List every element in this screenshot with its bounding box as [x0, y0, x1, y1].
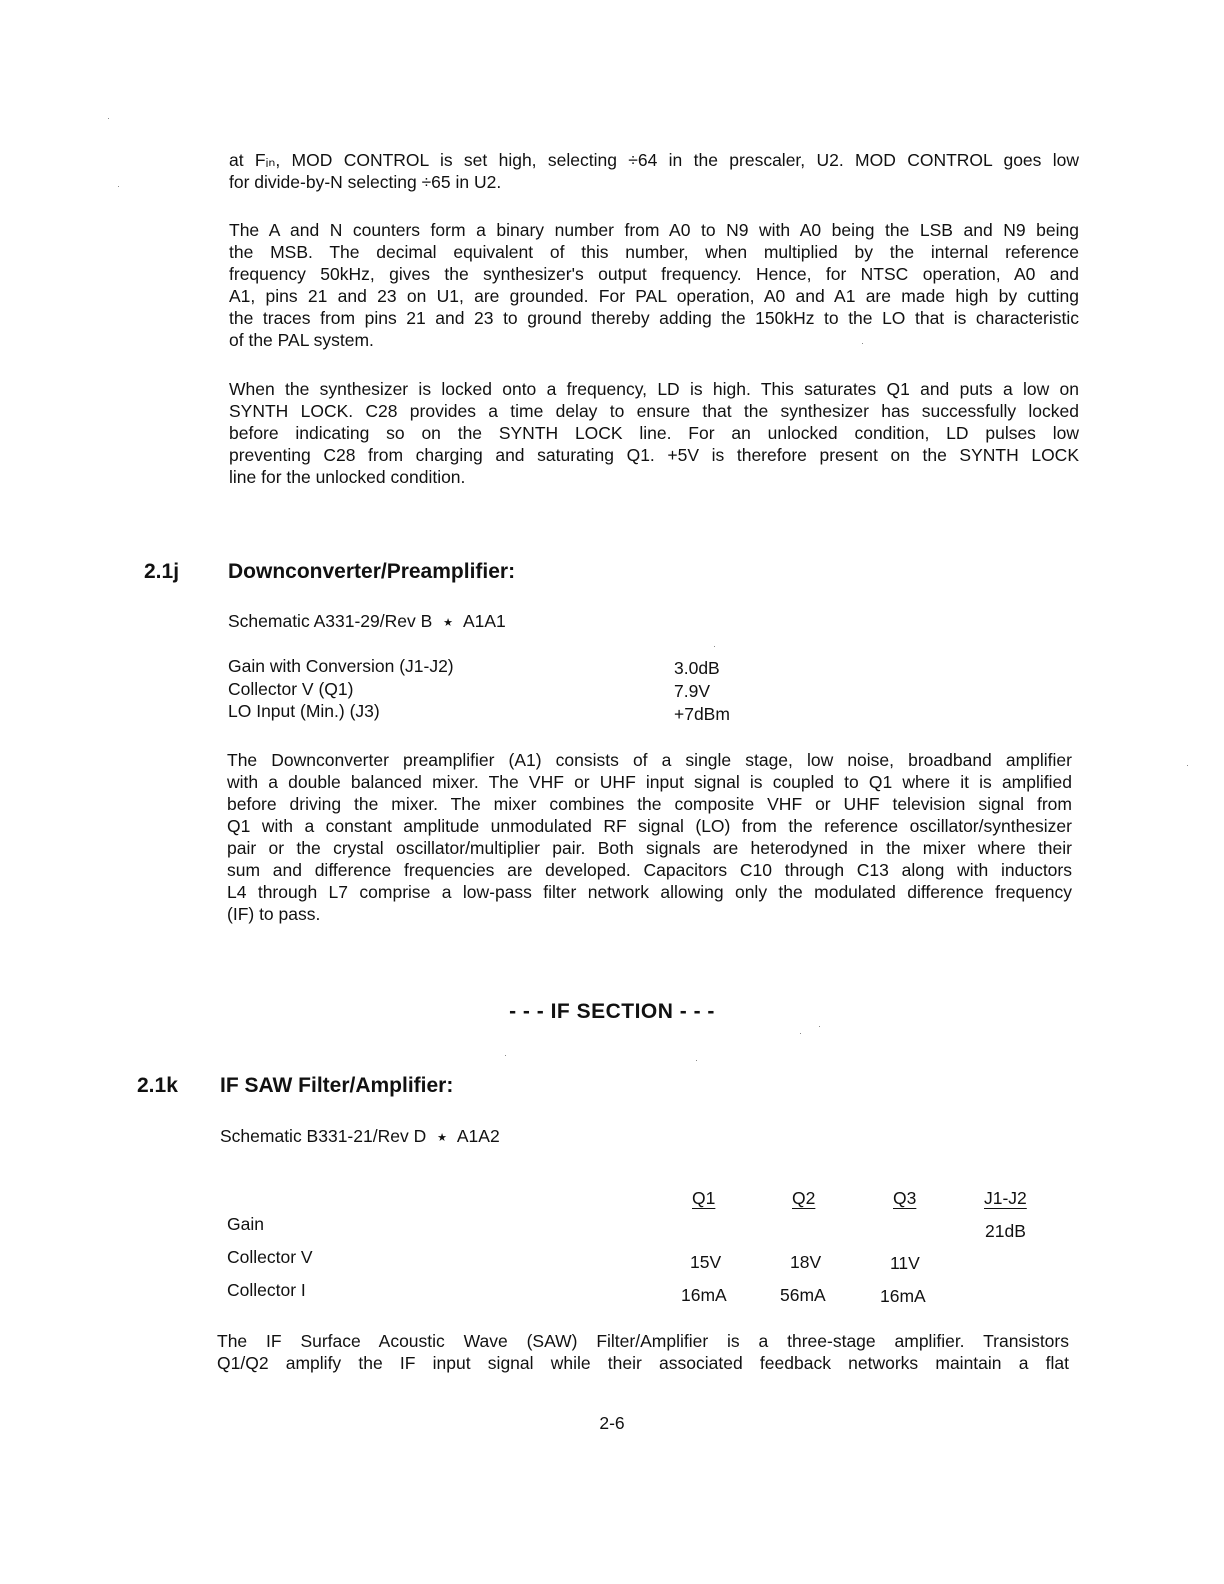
- spec-label: Collector V (Q1): [228, 679, 354, 699]
- row-label: Collector V: [227, 1247, 313, 1267]
- scan-speck: [696, 1060, 697, 1061]
- intro-paragraph-2: [229, 219, 1079, 351]
- text-line: L4 through L7 comprise a low-pass filter network allowing only the modulated difference frequency: [227, 882, 1072, 902]
- section-number: 2.1j: [144, 560, 180, 583]
- text-line: with a double balanced mixer. The VHF or UHF input signal is coupled to Q1 where it is amplified: [227, 772, 1072, 792]
- intro-paragraph-3: [229, 378, 1079, 488]
- table-cell: 15V: [690, 1252, 722, 1272]
- text-line: pair or the crystal oscillator/multiplier pair. Both signals are heterodyned in the mixer where their: [227, 838, 1072, 858]
- schematic-assembly: A1A2: [456, 1126, 500, 1146]
- table-cell: 56mA: [780, 1285, 826, 1305]
- scan-speck: [108, 118, 109, 119]
- text-line: the traces from pins 21 and 23 to ground thereby adding the 150kHz to the LO that is characteristic: [229, 308, 1079, 328]
- column-header: Q2: [792, 1188, 816, 1208]
- intro-paragraph-1: [229, 149, 1079, 193]
- table-cell: 18V: [790, 1252, 822, 1272]
- scan-speck: [862, 343, 863, 344]
- spec-label: LO Input (Min.) (J3): [228, 701, 380, 721]
- column-header: J1-J2: [984, 1188, 1027, 1208]
- text-line: before indicating so on the SYNTH LOCK line. For an unlocked condition, LD pulses low: [229, 423, 1079, 443]
- schematic-assembly: A1A1: [462, 611, 506, 631]
- if-section-heading: - - - IF SECTION - - -: [509, 1000, 715, 1023]
- schematic-label: Schematic B331-21/Rev D: [220, 1126, 427, 1146]
- text-line: The A and N counters form a binary number from A0 to N9 with A0 being the LSB and N9 being: [229, 220, 1079, 240]
- scan-speck: [1187, 765, 1188, 766]
- star-icon: ★: [437, 1132, 447, 1144]
- section-number: 2.1k: [137, 1074, 178, 1097]
- text-line: before driving the mixer. The mixer combines the composite VHF or UHF television signal from: [227, 794, 1072, 814]
- row-label: Gain: [227, 1214, 264, 1234]
- section-title: IF SAW Filter/Amplifier:: [220, 1074, 454, 1097]
- section-k-body: [217, 1330, 1069, 1374]
- scan-speck: [819, 1026, 820, 1027]
- text-line: at Fᵢₙ, MOD CONTROL is set high, selecting ÷64 in the prescaler, U2. MOD CONTROL goes low: [229, 150, 1079, 170]
- text-line: The IF Surface Acoustic Wave (SAW) Filter/Amplifier is a three-stage amplifier. Transistors: [217, 1331, 1069, 1351]
- text-line: for divide-by-N selecting ÷65 in U2.: [229, 172, 502, 192]
- text-line: frequency 50kHz, gives the synthesizer's output frequency. Hence, for NTSC operation, A0 and: [229, 264, 1079, 284]
- table-cell: 16mA: [681, 1285, 727, 1305]
- text-line: When the synthesizer is locked onto a frequency, LD is high. This saturates Q1 and puts a low on: [229, 379, 1079, 399]
- spec-value: 3.0dB: [674, 658, 720, 678]
- text-line: sum and difference frequencies are developed. Capacitors C10 through C13 along with inductors: [227, 860, 1072, 880]
- text-line: A1, pins 21 and 23 on U1, are grounded. For PAL operation, A0 and A1 are made high by cutting: [229, 286, 1079, 306]
- table-cell: 11V: [890, 1253, 920, 1273]
- spec-value: 7.9V: [674, 681, 710, 701]
- scan-speck: [800, 1033, 801, 1034]
- scan-speck: [714, 646, 715, 647]
- text-line: Q1/Q2 amplify the IF input signal while their associated feedback networks maintain a flat: [217, 1353, 1069, 1373]
- column-header: Q3: [893, 1188, 917, 1208]
- schematic-label: Schematic A331-29/Rev B: [228, 611, 433, 631]
- text-line: preventing C28 from charging and saturating Q1. +5V is therefore present on the SYNTH LOCK: [229, 445, 1079, 465]
- text-line: The Downconverter preamplifier (A1) consists of a single stage, low noise, broadband amplifier: [227, 750, 1072, 770]
- row-label: Collector I: [227, 1280, 306, 1300]
- page-number: 2-6: [599, 1413, 625, 1433]
- spec-label: Gain with Conversion (J1-J2): [228, 656, 454, 676]
- text-line: Q1 with a constant amplitude unmodulated RF signal (LO) from the reference oscillator/synthesizer: [227, 816, 1072, 836]
- spec-value: +7dBm: [674, 704, 730, 724]
- scan-speck: [505, 1055, 506, 1056]
- table-cell: 16mA: [880, 1286, 926, 1306]
- text-line: line for the unlocked condition.: [229, 467, 466, 487]
- star-icon: ★: [443, 617, 454, 629]
- section-j-body: [227, 749, 1072, 925]
- text-line: the MSB. The decimal equivalent of this number, when multiplied by the internal reference: [229, 242, 1079, 262]
- schematic-reference: [228, 611, 506, 632]
- scan-speck: [118, 186, 119, 187]
- schematic-reference: [220, 1126, 500, 1147]
- text-line: (IF) to pass.: [227, 904, 321, 924]
- section-title: Downconverter/Preamplifier:: [228, 560, 516, 583]
- table-cell: 21dB: [985, 1221, 1026, 1241]
- text-line: of the PAL system.: [229, 330, 374, 350]
- text-line: SYNTH LOCK. C28 provides a time delay to ensure that the synthesizer has successfully locked: [229, 401, 1079, 421]
- column-header: Q1: [692, 1188, 716, 1208]
